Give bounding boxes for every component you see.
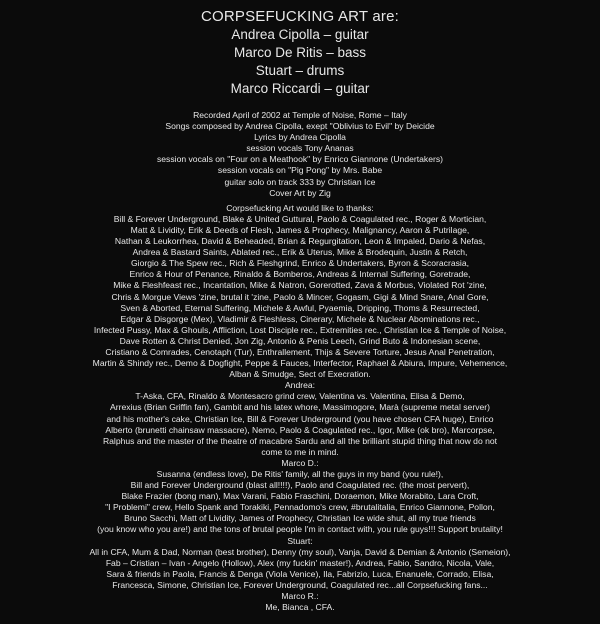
thanks-line: Enrico & Hour of Penance, Rinaldo & Bomberos, Andreas & Internal Suffering, Goretrade, [129, 269, 471, 280]
thanks-line: Andrea: [284, 380, 316, 391]
member-line: Marco Riccardi – guitar [230, 81, 370, 96]
member-line: Stuart – drums [255, 63, 345, 78]
thanks-line: Marco D.: [281, 457, 319, 468]
thanks-line: Edgar & Disgorge (Mex), Vladimir & Fleshless, Cinerary, Michele & Nuclear Abominations rec., [120, 313, 480, 324]
thanks-line: Corpsefucking Art would like to thanks: [226, 202, 374, 213]
credit-line: Songs composed by Andrea Cipolla, exept "Oblivius to Evil" by Deicide [165, 121, 435, 132]
thanks-line: Marco R.: [281, 591, 319, 602]
band-lineup [0, 8, 600, 98]
thanks-line: Alberto (brunetti chainsaw massacre), Nemo, Paolo & Coagulated rec., Igor, Mike (ok bro), Marcorpse, [105, 424, 495, 435]
thanks-line: Infected Pussy, Max & Ghouls, Affliction, Lost Disciple rec., Extremities rec., Christian Ice & Temple of Noise, [93, 324, 507, 335]
thanks-line: come to me in mind. [261, 446, 339, 457]
thanks-line: Sara & friends in Paola, Francis & Denga (Viola Venice), Ila, Fabrizio, Luca, Enanuele, Corrado, Elisa, [106, 568, 494, 579]
credit-line: session vocals on "Four on a Meathook" by Enrico Giannone (Undertakers) [156, 154, 444, 165]
credit-line: Cover Art by Zig [269, 187, 331, 198]
thanks-line: Bill and Forever Underground (blast all!!!!), Paolo and Coagulated rec. (the most pervert), [130, 480, 470, 491]
thanks-line: Andrea & Bastard Saints, Ablated rec., Erik & Uterus, Mike & Brodequin, Justin & Retch, [132, 247, 468, 258]
thanks-line: Me, Bianca , CFA. [265, 602, 335, 613]
member-line: Marco De Ritis – bass [233, 45, 367, 60]
member-line: Andrea Cipolla – guitar [231, 27, 369, 42]
thanks-line: and his mother's cake, Christian Ice, Bill & Forever Underground (you have chosen CFA huge), Enrico [106, 413, 494, 424]
thanks-list [0, 203, 600, 613]
thanks-line: "I Problemi" crew, Hello Spank and Torakiki, Pennadomo's crew, #brutalitalia, Enrico Giannone, Pollon, [105, 502, 495, 513]
thanks-line: Dave Rotten & Christ Denied, Jon Zig, Antonio & Penis Leech, Grind Buto & Indonesian scene, [119, 335, 481, 346]
thanks-line: Francesca, Simone, Christian Ice, Forever Underground, Coagulated rec...all Corpsefucking fans... [112, 579, 488, 590]
thanks-line: Giorgio & The Spew rec., Rich & Fleshgrind, Enrico & Undertakers, Byron & Scoracrasia, [130, 258, 469, 269]
thanks-line: Bill & Forever Underground, Blake & United Guttural, Paolo & Coagulated rec., Roger & Mortician, [113, 213, 487, 224]
thanks-line: Stuart: [287, 535, 313, 546]
thanks-line: All in CFA, Mum & Dad, Norman (best brother), Denny (my soul), Vanja, David & Demian & Antonio (Semeion), [89, 546, 511, 557]
thanks-line: Susanna (endless love), De Ritis' family, all the guys in my band (you rule!), [156, 469, 444, 479]
credit-line: session vocals Tony Ananas [246, 143, 354, 154]
credit-line: Lyrics by Andrea Cipolla [254, 132, 346, 143]
credit-line: guitar solo on track 333 by Christian Ice [224, 176, 376, 187]
thanks-line: Blake Frazier (bong man), Max Varani, Fabio Fraschini, Doraemon, Mike Morabito, Lara Croft, [121, 491, 479, 502]
thanks-line: Matt & Lividity, Erik & Deeds of Flesh, James & Prophecy, Malignancy, Aaron & Putrilage, [130, 224, 470, 235]
thanks-line: Chris & Morgue Views 'zine, brutal it 'zine, Paolo & Mincer, Gogasm, Gigi & Mind Snare, Anal Gore, [111, 291, 489, 302]
thanks-line: Arrexius (Brian Griffin fan), Gambit and his latex whore, Massimogore, Marà (supreme metal server) [109, 402, 490, 413]
thanks-line: (you know who you are!) and the tons of brutal people I'm in contact with, you rule guys!!! Support brutality! [97, 524, 503, 535]
credit-line: session vocals on "Pig Pong" by Mrs. Babe [217, 165, 383, 176]
thanks-line: Sven & Aborted, Eternal Suffering, Michele & Awful, Pyaemia, Dripping, Thoms & Resurrected, [120, 302, 480, 313]
thanks-line: Mike & Fleshfeast rec., Incantation, Mike & Natron, Gorerotted, Zava & Morbus, Violated Rot 'zine, [113, 280, 487, 291]
lineup-heading: CORPSEFUCKING ART are: [200, 8, 400, 25]
thanks-line: Bruno Sacchi, Matt of Lividity, James of Prophecy, Christian Ice wide shut, all my true friends [124, 513, 476, 524]
thanks-line: Fab – Cristian – Ivan - Angelo (Hollow), Alex (my fuckin' master!), Andrea, Fabio, Sandro, Nicola, Vale, [105, 557, 495, 568]
thanks-line: Ralphus and the master of the theatre of macabre Sardu and all the brilliant stupid thing that now do not [102, 435, 498, 446]
recording-credits [0, 110, 600, 199]
thanks-line: Nathan & Leukorrhea, David & Beheaded, Brian & Regurgitation, Leon & Impaled, Dario & Nefas, [114, 236, 486, 247]
thanks-line: Alban & Smudge, Sect of Execration. [229, 369, 371, 380]
credit-line: Recorded April of 2002 at Temple of Noise, Rome – Italy [193, 110, 407, 120]
thanks-line: T-Aska, CFA, Rinaldo & Montesacro grind crew, Valentina vs. Valentina, Elisa & Demo, [135, 391, 465, 402]
thanks-line: Martin & Shindy rec., Demo & Dogfight, Peppe & Fauces, Interfector, Raphael & Abiura, Impure, Vehemence, [92, 358, 508, 369]
thanks-line: Cristiano & Comrades, Cenotaph (Tur), Enthrallement, Thijs & Severe Torture, Jesus Anal Penetration, [105, 346, 495, 357]
